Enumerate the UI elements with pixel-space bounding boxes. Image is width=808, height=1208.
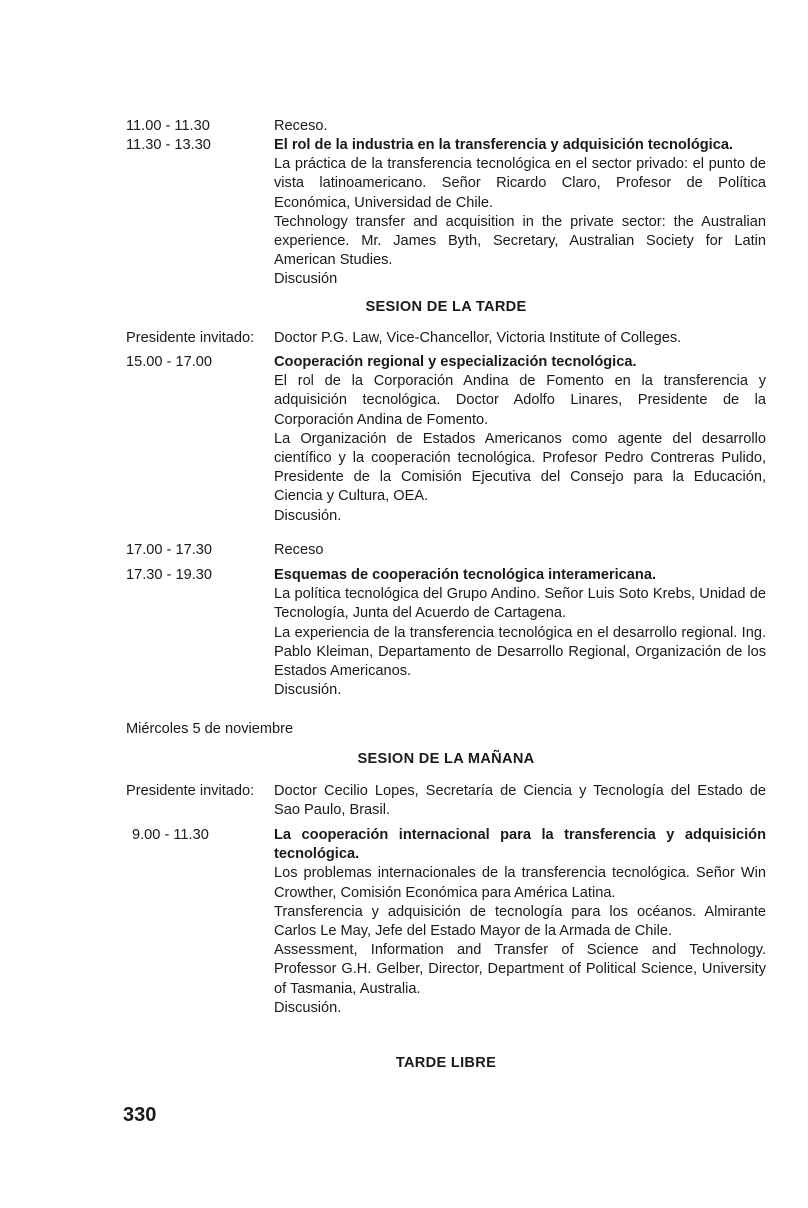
talk-paragraph: La experiencia de la transferencia tecnológica en el desarrollo regional. Ing. Pablo Kleiman, Departamento de Desarrollo Regional, Organización de los Estados Americanos. <box>274 624 766 680</box>
session-title: Cooperación regional y especialización tecnológica. <box>274 354 637 370</box>
item-text: Receso <box>274 542 324 558</box>
discussion-label: Discusión. <box>274 999 342 1016</box>
session-title: El rol de la industria en la transferencia y adquisición tecnológica. <box>274 137 734 153</box>
president-text: Doctor Cecilio Lopes, Secretaría de Ciencia y Tecnología del Estado de Sao Paulo, Brasil. <box>274 783 766 819</box>
time-slot: 9.00 - 11.30 <box>132 827 209 843</box>
section-heading-tarde: SESION DE LA TARDE <box>365 299 527 315</box>
day-heading: Miércoles 5 de noviembre <box>126 721 294 737</box>
discussion-label: Discusión. <box>274 507 342 524</box>
item-text: Receso. <box>274 118 328 134</box>
discussion-label: Discusión <box>274 271 338 288</box>
talk-paragraph: Technology transfer and acquisition in the private sector: the Australian experience. Mr. James Byth, Secretary, Australian Society for Latin American Studies. <box>274 213 766 269</box>
discussion-label: Discusión. <box>274 682 342 699</box>
talk-paragraph: La Organización de Estados Americanos como agente del desarrollo científico y la cooperación tecnológica. Profesor Pedro Contreras Pulido, Presidente de la Comisión Ejecutiva del Consejo para la Educación, Ciencia y Cultura, OEA. <box>274 430 766 505</box>
time-slot: 17.00 - 17.30 <box>126 542 213 558</box>
page-number: 330 <box>123 1104 157 1126</box>
president-text: Doctor P.G. Law, Vice-Chancellor, Victoria Institute of Colleges. <box>274 330 682 346</box>
section-heading-manana: SESION DE LA MAÑANA <box>357 751 535 767</box>
time-slot: 11.00 - 11.30 <box>126 118 210 134</box>
session-title: La cooperación internacional para la transferencia y adquisición tecnológica. <box>274 827 766 863</box>
talk-paragraph: La política tecnológica del Grupo Andino. Señor Luis Soto Krebs, Unidad de Tecnología, Junta del Acuerdo de Cartagena. <box>274 586 766 622</box>
time-slot: 11.30 - 13.30 <box>126 137 211 153</box>
section-heading-libre: TARDE LIBRE <box>395 1055 497 1071</box>
time-slot: 17.30 - 19.30 <box>126 567 213 583</box>
time-slot: 15.00 - 17.00 <box>126 354 213 370</box>
session-title: Esquemas de cooperación tecnológica interamericana. <box>274 567 657 583</box>
talk-paragraph: Assessment, Information and Transfer of Science and Technology. Professor G.H. Gelber, Director, Department of Political Science, University of Tasmania, Australia. <box>274 942 766 997</box>
talk-paragraph: Transferencia y adquisición de tecnología para los océanos. Almirante Carlos Le May, Jefe del Estado Mayor de la Armada de Chile. <box>274 903 766 940</box>
talk-paragraph: El rol de la Corporación Andina de Fomento en la transferencia y adquisición tecnológica. Doctor Adolfo Linares, Presidente de la Corporación Andina de Fomento. <box>274 373 766 428</box>
president-label: Presidente invitado: <box>126 783 255 799</box>
talk-paragraph: Los problemas internacionales de la transferencia tecnológica. Señor Win Crowther, Comisión Económica para América Latina. <box>274 865 766 901</box>
talk-paragraph: La práctica de la transferencia tecnológica en el sector privado: el punto de vista latinoamericano. Señor Ricardo Claro, Profesor de Política Económica, Universidad de Chile. <box>274 156 766 211</box>
president-label: Presidente invitado: <box>126 330 255 346</box>
